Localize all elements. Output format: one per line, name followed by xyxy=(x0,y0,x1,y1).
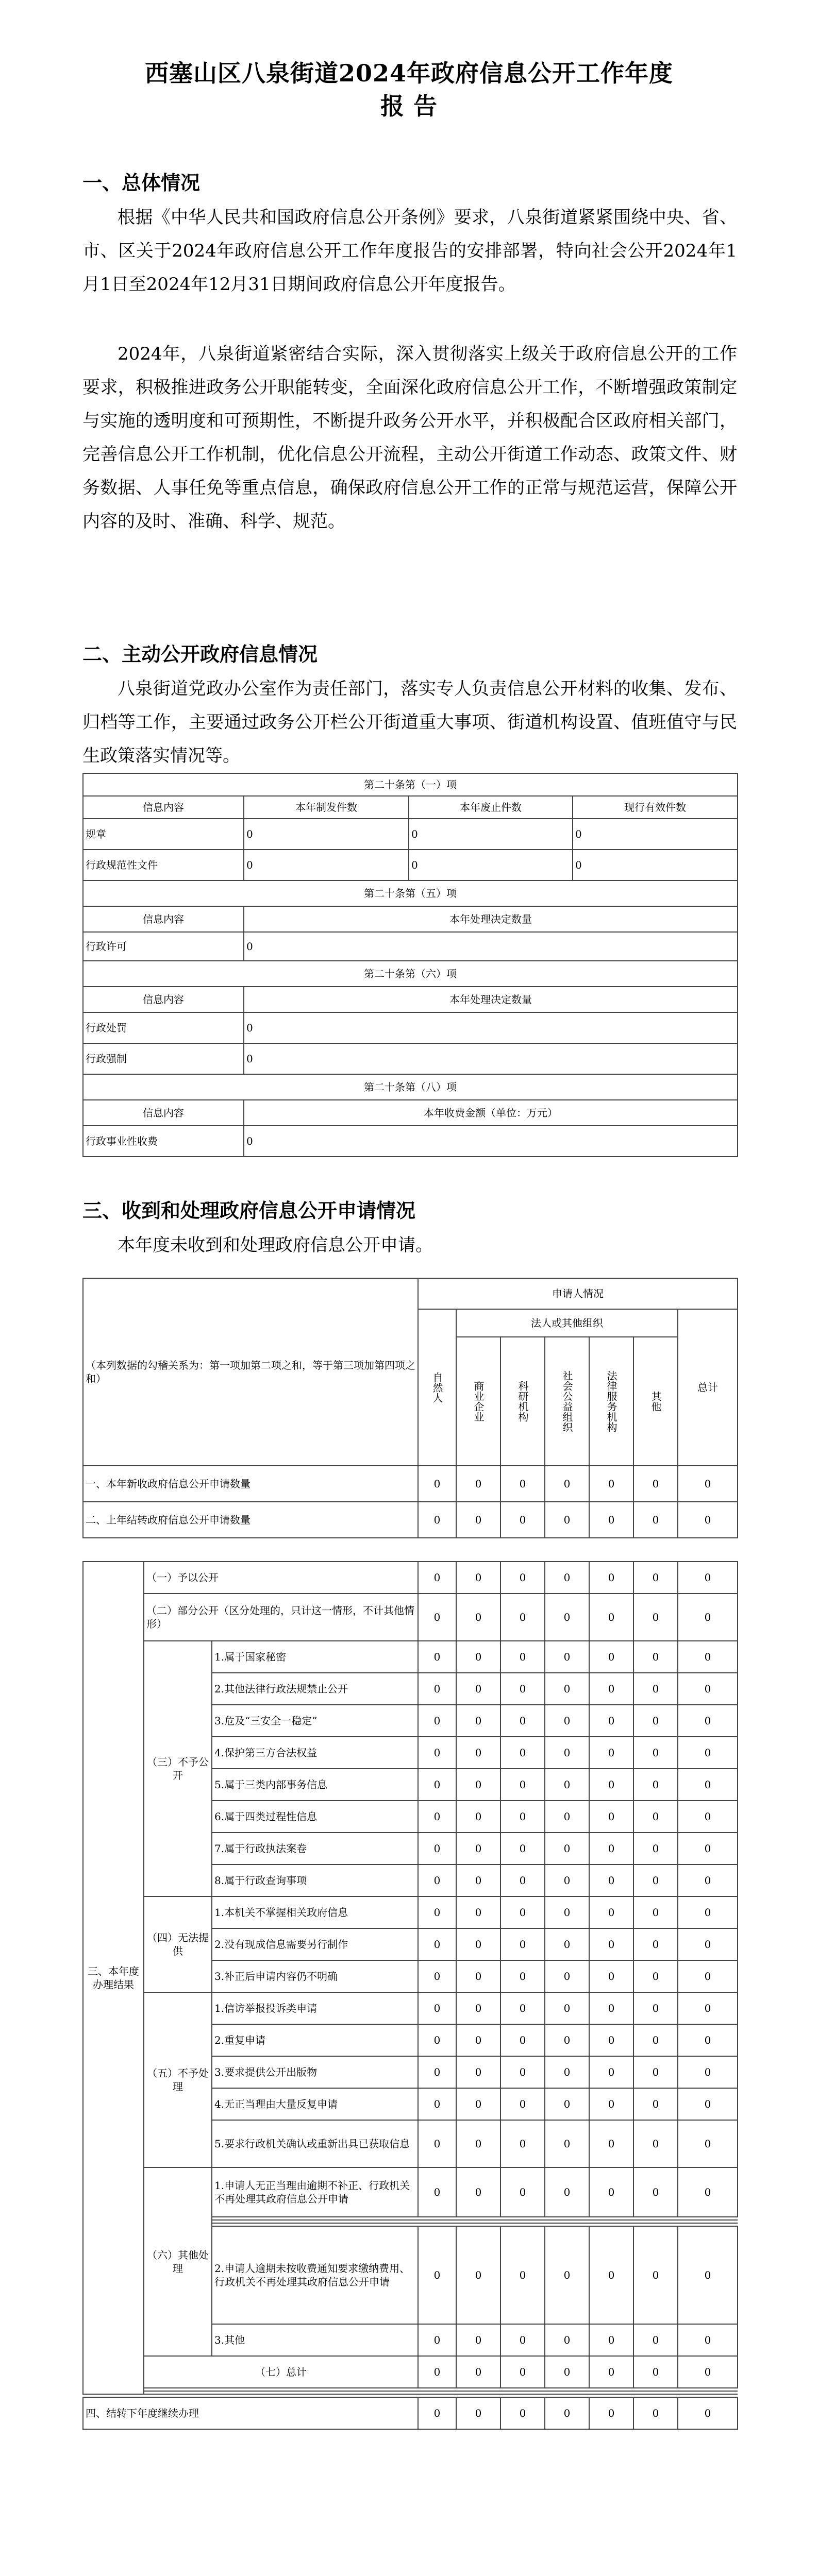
table2-cell: 0 xyxy=(500,2397,545,2429)
table2-cell: 0 xyxy=(500,1928,545,1960)
table2-cell: 0 xyxy=(545,1641,589,1673)
table2-header-natural-person-text: 自然人 xyxy=(431,1372,443,1403)
table2-cell: 0 xyxy=(418,1928,456,1960)
table2-header-research-text: 科研机构 xyxy=(516,1381,529,1422)
table2-cell: 0 xyxy=(456,1705,500,1737)
table2-group-not-processed: （五）不予处理 xyxy=(144,1992,212,2167)
table2-cell: 0 xyxy=(633,1960,678,1992)
table2-cell: 0 xyxy=(500,1705,545,1737)
table2-header-public-welfare-text: 社会公益组织 xyxy=(561,1370,573,1432)
table2-header-business xyxy=(456,1337,500,1466)
table2-cell: 0 xyxy=(678,1466,738,1502)
table2-cell: 0 xyxy=(633,1641,678,1673)
table1-cell: 0 xyxy=(244,850,409,880)
table2-cell: 0 xyxy=(456,2226,500,2324)
table1-header-valid: 现行有效件数 xyxy=(573,796,738,819)
table2-row-need-creation: 2.没有现成信息需要另行制作 xyxy=(212,1928,418,1960)
table2-cell: 0 xyxy=(418,2088,456,2120)
table2-corner-note: （本列数据的勾稽关系为：第一项加第二项之和，等于第三项加第四项之和） xyxy=(83,1278,418,1466)
table2-cell: 0 xyxy=(633,2088,678,2120)
table2-cell: 0 xyxy=(456,1960,500,1992)
table1-cell: 0 xyxy=(244,932,738,961)
table2-cell: 0 xyxy=(500,1960,545,1992)
table2-cell: 0 xyxy=(545,2024,589,2056)
table2-cell: 0 xyxy=(678,1928,738,1960)
table2-cell: 0 xyxy=(456,1769,500,1801)
table2-cell: 0 xyxy=(500,1992,545,2024)
table2-row-third-party: 4.保护第三方合法权益 xyxy=(212,1737,418,1769)
table2-cell: 0 xyxy=(589,2356,633,2388)
table1-header-decision-count: 本年处理决定数量 xyxy=(244,987,738,1012)
table2-cell: 0 xyxy=(678,2056,738,2088)
table1-row-fees: 行政事业性收费 xyxy=(83,1126,244,1157)
table2-cell: 0 xyxy=(418,2397,456,2429)
table2-cell: 0 xyxy=(678,2356,738,2388)
table2-cell: 0 xyxy=(589,2226,633,2324)
table2-cell: 0 xyxy=(418,1641,456,1673)
table2-cell: 0 xyxy=(418,1833,456,1865)
table2-cell: 0 xyxy=(545,2056,589,2088)
table1-header-fee-amount: 本年收费金额（单位：万元） xyxy=(244,1100,738,1126)
table2-cell: 0 xyxy=(589,1896,633,1928)
table2-cell: 0 xyxy=(456,1502,500,1538)
table1-cell: 0 xyxy=(244,1012,738,1043)
paragraph-proactive: 八泉街道党政办公室作为责任部门，落实专人负责信息公开材料的收集、发布、归档等工作，主要通过政务公开栏公开街道重大事项、街道机构设置、值班值守与民生政策落实情况等。 xyxy=(82,679,737,766)
table2-cell: 0 xyxy=(500,2056,545,2088)
table2-cell: 0 xyxy=(545,2397,589,2429)
table2-cell: 0 xyxy=(545,1801,589,1833)
table2-row-partial: （二）部分公开（区分处理的，只计这一情形，不计其他情形） xyxy=(144,1594,418,1641)
table2-cell: 0 xyxy=(633,1466,678,1502)
table2-cell: 0 xyxy=(418,1865,456,1896)
table2-cell: 0 xyxy=(589,1801,633,1833)
table2-cell: 0 xyxy=(545,1466,589,1502)
table2-cell: 0 xyxy=(678,1502,738,1538)
table2-cell: 0 xyxy=(633,2356,678,2388)
table2-cell: 0 xyxy=(633,2397,678,2429)
table2-cell: 0 xyxy=(418,2024,456,2056)
table2-cell: 0 xyxy=(456,1562,500,1594)
table2-row-subtotal: （七）总计 xyxy=(144,2356,418,2388)
table2-cell: 0 xyxy=(678,1594,738,1641)
table2-header-other-text: 其他 xyxy=(649,1391,662,1412)
table2-cell: 0 xyxy=(500,1896,545,1928)
table2-cell: 0 xyxy=(500,1801,545,1833)
table2-cell: 0 xyxy=(633,1992,678,2024)
table2-cell: 0 xyxy=(589,2120,633,2167)
table2-cell: 0 xyxy=(456,2056,500,2088)
table2-cell: 0 xyxy=(500,2167,545,2217)
table2-row-carried-over: 二、上年结转政府信息公开申请数量 xyxy=(83,1502,418,1538)
table2-row-internal-affairs: 5.属于三类内部事务信息 xyxy=(212,1769,418,1801)
section-heading-2: 二、主动公开政府信息情况 xyxy=(82,642,318,666)
table-row xyxy=(83,1466,738,1502)
table1-header-content: 信息内容 xyxy=(83,1100,244,1126)
table2-cell: 0 xyxy=(545,1737,589,1769)
table2-row-law-prohibited: 2.其他法律行政法规禁止公开 xyxy=(212,1673,418,1705)
table2-cell: 0 xyxy=(678,1562,738,1594)
table1-header-content: 信息内容 xyxy=(83,906,244,932)
table2-row-disclosed: （一）予以公开 xyxy=(144,1562,418,1594)
table2-cell: 0 xyxy=(545,1705,589,1737)
table2-group-unable: （四）无法提供 xyxy=(144,1896,212,1992)
section-heading-3: 三、收到和处理政府信息公开申请情况 xyxy=(82,1199,416,1222)
table2-cell: 0 xyxy=(589,2024,633,2056)
table2-cell: 0 xyxy=(418,1502,456,1538)
table2-cell: 0 xyxy=(500,1594,545,1641)
table2-cell: 0 xyxy=(545,2120,589,2167)
table1-row-rules: 规章 xyxy=(83,819,244,850)
table2-cell: 0 xyxy=(678,1865,738,1896)
table2-row-carry-forward: 四、结转下年度继续办理 xyxy=(83,2397,418,2429)
table2-row-enforcement-files: 7.属于行政执法案卷 xyxy=(212,1833,418,1865)
table2-cell: 0 xyxy=(418,1769,456,1801)
section-heading-1: 一、总体情况 xyxy=(82,171,201,194)
table2-row-petition: 1.信访举报投诉类申请 xyxy=(212,1992,418,2024)
table2-cell: 0 xyxy=(456,2088,500,2120)
table2-cell: 0 xyxy=(589,2056,633,2088)
table2-cell: 0 xyxy=(678,2088,738,2120)
table2-row-repeat: 2.重复申请 xyxy=(212,2024,418,2056)
table2-header-business-text: 商业企业 xyxy=(472,1381,485,1422)
table2-cell: 0 xyxy=(456,1594,500,1641)
applications-table-header xyxy=(82,1278,738,1538)
table2-header-total: 总计 xyxy=(678,1309,738,1466)
paragraph-overview: 2024年，八泉街道紧密结合实际，深入贯彻落实上级关于政府信息公开的工作要求，积极推进政务公开职能转变，全面深化政府信息公开工作，不断增强政策制定与实施的透明度和可预期性，不断提升政务公开水平，并积极配合区政府相关部门，完善信息公开工作机制，优化信息公开流程，主动公开街道工作动态、政策文件、财务数据、人事任免等重点信息，确保政府信息公开工作的正常与规范运营，保障公开内容的及时、准确、科学、规范。 xyxy=(82,344,737,532)
table2-cell: 0 xyxy=(418,1705,456,1737)
table2-cell: 0 xyxy=(678,1737,738,1769)
table2-cell: 0 xyxy=(456,1466,500,1502)
table1-cell: 0 xyxy=(573,850,738,880)
table2-cell: 0 xyxy=(500,1769,545,1801)
table2-cell: 0 xyxy=(633,2120,678,2167)
table2-cell: 0 xyxy=(589,1960,633,1992)
applications-table-results xyxy=(82,1561,738,2430)
table2-cell: 0 xyxy=(418,1896,456,1928)
table2-cell: 0 xyxy=(633,1896,678,1928)
table2-cell: 0 xyxy=(500,1466,545,1502)
table2-row-unclear: 3.补正后申请内容仍不明确 xyxy=(212,1960,418,1992)
table2-row-no-correction: 1.申请人无正当理由逾期不补正、行政机关不再处理其政府信息公开申请 xyxy=(212,2167,418,2217)
table2-cell: 0 xyxy=(678,2120,738,2167)
table2-cell: 0 xyxy=(633,1865,678,1896)
table2-cell: 0 xyxy=(633,1769,678,1801)
table2-cell: 0 xyxy=(545,2324,589,2356)
table2-cell: 0 xyxy=(589,1833,633,1865)
table2-row-new-applications: 一、本年新收政府信息公开申请数量 xyxy=(83,1466,418,1502)
table2-cell: 0 xyxy=(500,1502,545,1538)
table2-cell: 0 xyxy=(633,1737,678,1769)
table2-cell: 0 xyxy=(418,1562,456,1594)
table2-cell: 0 xyxy=(589,1992,633,2024)
table2-cell: 0 xyxy=(500,1641,545,1673)
table2-header-other xyxy=(633,1337,678,1466)
table2-cell: 0 xyxy=(589,1502,633,1538)
table2-cell: 0 xyxy=(500,1673,545,1705)
table2-cell: 0 xyxy=(678,2167,738,2217)
table1-row-enforcement: 行政强制 xyxy=(83,1043,244,1074)
table2-cell: 0 xyxy=(545,1502,589,1538)
paragraph-intro: 根据《中华人民共和国政府信息公开条例》要求，八泉街道紧紧围绕中央、省、市、区关于2024年政府信息公开工作年度报告的安排部署，特向社会公开2024年1月1日至2024年12月31日期间政府信息公开年度报告。 xyxy=(82,207,737,295)
table2-cell: 0 xyxy=(500,1737,545,1769)
table1-header-content: 信息内容 xyxy=(83,796,244,819)
table2-cell: 0 xyxy=(545,1769,589,1801)
table2-cell: 0 xyxy=(456,1641,500,1673)
table2-cell: 0 xyxy=(500,1865,545,1896)
table2-cell: 0 xyxy=(678,1769,738,1801)
table1-cell: 0 xyxy=(244,1043,738,1074)
table1-cell: 0 xyxy=(244,819,409,850)
table2-cell: 0 xyxy=(500,2226,545,2324)
table1-cell: 0 xyxy=(409,819,573,850)
table2-cell: 0 xyxy=(456,1737,500,1769)
table2-cell: 0 xyxy=(678,1896,738,1928)
table2-group-other-handling: （六）其他处理 xyxy=(144,2167,212,2356)
table2-cell: 0 xyxy=(633,1562,678,1594)
table2-header-natural-person xyxy=(418,1309,456,1466)
table2-cell: 0 xyxy=(418,1960,456,1992)
table2-cell: 0 xyxy=(500,1833,545,1865)
table2-cell: 0 xyxy=(678,2397,738,2429)
table2-cell: 0 xyxy=(589,2088,633,2120)
table2-cell: 0 xyxy=(589,1673,633,1705)
table2-cell: 0 xyxy=(633,2056,678,2088)
table2-cell: 0 xyxy=(418,1992,456,2024)
table2-row-not-held: 1.本机关不掌握相关政府信息 xyxy=(212,1896,418,1928)
table2-row-process-info: 6.属于四类过程性信息 xyxy=(212,1801,418,1833)
table2-row-mass-repeat: 4.无正当理由大量反复申请 xyxy=(212,2088,418,2120)
table1-header-content: 信息内容 xyxy=(83,987,244,1012)
table2-cell: 0 xyxy=(589,1594,633,1641)
table2-cell: 0 xyxy=(678,2226,738,2324)
table2-cell: 0 xyxy=(589,1865,633,1896)
table2-cell: 0 xyxy=(678,1833,738,1865)
table2-cell: 0 xyxy=(456,2167,500,2217)
table2-cell: 0 xyxy=(500,2120,545,2167)
table2-header-applicant: 申请人情况 xyxy=(418,1278,738,1309)
table2-cell: 0 xyxy=(418,2356,456,2388)
table1-row-permit: 行政许可 xyxy=(83,932,244,961)
table2-group-withheld: （三）不予公开 xyxy=(144,1641,212,1896)
table2-cell: 0 xyxy=(418,2056,456,2088)
table2-cell: 0 xyxy=(633,1801,678,1833)
table2-cell: 0 xyxy=(633,2024,678,2056)
table2-cell: 0 xyxy=(678,1960,738,1992)
table2-cell: 0 xyxy=(545,2088,589,2120)
table2-header-legal-service xyxy=(589,1337,633,1466)
table2-cell: 0 xyxy=(589,1928,633,1960)
table2-group-results: 三、本年度办理结果 xyxy=(83,1562,144,2394)
table2-cell: 0 xyxy=(500,2324,545,2356)
table2-cell: 0 xyxy=(678,1673,738,1705)
table2-cell: 0 xyxy=(633,2167,678,2217)
table2-row-unpaid-fee: 2.申请人逾期未按收费通知要求缴纳费用、行政机关不再处理其政府信息公开申请 xyxy=(212,2226,418,2324)
table2-row-state-secret: 1.属于国家秘密 xyxy=(212,1641,418,1673)
table2-cell: 0 xyxy=(589,2167,633,2217)
proactive-disclosure-table xyxy=(82,773,738,1157)
table1-cell: 0 xyxy=(409,850,573,880)
table2-cell: 0 xyxy=(500,2356,545,2388)
table2-cell: 0 xyxy=(678,2324,738,2356)
table1-row-penalty: 行政处罚 xyxy=(83,1012,244,1043)
table1-header-decision-count: 本年处理决定数量 xyxy=(244,906,738,932)
table2-cell: 0 xyxy=(545,1594,589,1641)
table2-cell: 0 xyxy=(545,1562,589,1594)
table2-header-legal-service-text: 法律服务机构 xyxy=(605,1370,617,1432)
table2-cell: 0 xyxy=(456,1801,500,1833)
table2-cell: 0 xyxy=(500,2088,545,2120)
table2-cell: 0 xyxy=(545,1865,589,1896)
table1-row-normative-docs: 行政规范性文件 xyxy=(83,850,244,880)
table2-cell: 0 xyxy=(678,2024,738,2056)
table1-cell: 0 xyxy=(573,819,738,850)
table2-cell: 0 xyxy=(545,1992,589,2024)
table2-cell: 0 xyxy=(500,1562,545,1594)
table2-header-public-welfare xyxy=(545,1337,589,1466)
table2-cell: 0 xyxy=(456,2356,500,2388)
table2-cell: 0 xyxy=(633,1705,678,1737)
table2-cell: 0 xyxy=(545,2226,589,2324)
table2-header-legal-person: 法人或其他组织 xyxy=(456,1309,678,1337)
table2-cell: 0 xyxy=(589,2397,633,2429)
table2-cell: 0 xyxy=(678,1641,738,1673)
doc-title-line1: 西塞山区八泉街道2024年政府信息公开工作年度 xyxy=(144,59,674,87)
table2-cell: 0 xyxy=(545,1960,589,1992)
table2-cell: 0 xyxy=(678,1992,738,2024)
table-row xyxy=(83,1502,738,1538)
table2-cell: 0 xyxy=(589,1466,633,1502)
table2-cell: 0 xyxy=(545,2356,589,2388)
table2-cell: 0 xyxy=(418,2324,456,2356)
paragraph-applications: 本年度未收到和处理政府信息公开申请。 xyxy=(118,1235,433,1256)
table2-cell: 0 xyxy=(545,2167,589,2217)
table2-cell: 0 xyxy=(456,2397,500,2429)
table2-cell: 0 xyxy=(678,1801,738,1833)
table2-cell: 0 xyxy=(456,1992,500,2024)
table2-cell: 0 xyxy=(418,1737,456,1769)
table2-cell: 0 xyxy=(456,1928,500,1960)
table1-header-abolished: 本年废止件数 xyxy=(409,796,573,819)
table2-header-research xyxy=(500,1337,545,1466)
table2-cell: 0 xyxy=(545,1673,589,1705)
table2-cell: 0 xyxy=(418,1801,456,1833)
table2-cell: 0 xyxy=(456,1673,500,1705)
table2-cell: 0 xyxy=(545,1833,589,1865)
table2-cell: 0 xyxy=(633,1594,678,1641)
table2-cell: 0 xyxy=(456,1896,500,1928)
table2-cell: 0 xyxy=(418,2120,456,2167)
table2-cell: 0 xyxy=(418,1594,456,1641)
table2-cell: 0 xyxy=(545,1928,589,1960)
table2-cell: 0 xyxy=(633,1833,678,1865)
table2-cell: 0 xyxy=(500,2024,545,2056)
table2-cell: 0 xyxy=(589,1562,633,1594)
table1-section-20-1: 第二十条第（一）项 xyxy=(83,773,738,796)
table2-cell: 0 xyxy=(456,2324,500,2356)
table2-cell: 0 xyxy=(545,1896,589,1928)
doc-title-line2: 报 告 xyxy=(380,92,438,120)
table1-section-20-5: 第二十条第（五）项 xyxy=(83,880,738,906)
table2-cell: 0 xyxy=(456,2120,500,2167)
table2-cell: 0 xyxy=(589,2324,633,2356)
table2-cell: 0 xyxy=(456,1833,500,1865)
table2-row-query-items: 8.属于行政查询事项 xyxy=(212,1865,418,1896)
table2-cell: 0 xyxy=(633,2226,678,2324)
table2-cell: 0 xyxy=(456,1865,500,1896)
table2-cell: 0 xyxy=(418,1673,456,1705)
table1-header-new: 本年制发件数 xyxy=(244,796,409,819)
table2-cell: 0 xyxy=(418,2167,456,2217)
table2-cell: 0 xyxy=(633,1502,678,1538)
table1-section-20-6: 第二十条第（六）项 xyxy=(83,961,738,987)
table2-cell: 0 xyxy=(589,1705,633,1737)
table2-row-reissue: 5.要求行政机关确认或重新出具已获取信息 xyxy=(212,2120,418,2167)
table2-cell: 0 xyxy=(633,1673,678,1705)
table2-cell: 0 xyxy=(589,1641,633,1673)
table2-row-publication: 3.要求提供公开出版物 xyxy=(212,2056,418,2088)
table1-section-20-8: 第二十条第（八）项 xyxy=(83,1074,738,1100)
table1-cell: 0 xyxy=(244,1126,738,1157)
table2-cell: 0 xyxy=(589,1737,633,1769)
table2-cell: 0 xyxy=(456,2024,500,2056)
table2-cell: 0 xyxy=(418,2226,456,2324)
table2-cell: 0 xyxy=(633,1928,678,1960)
table2-row-three-safety: 3.危及“三安全一稳定” xyxy=(212,1705,418,1737)
table2-cell: 0 xyxy=(589,1769,633,1801)
table2-cell: 0 xyxy=(418,1466,456,1502)
table2-cell: 0 xyxy=(678,1705,738,1737)
table2-cell: 0 xyxy=(633,2324,678,2356)
table2-row-other: 3.其他 xyxy=(212,2324,418,2356)
